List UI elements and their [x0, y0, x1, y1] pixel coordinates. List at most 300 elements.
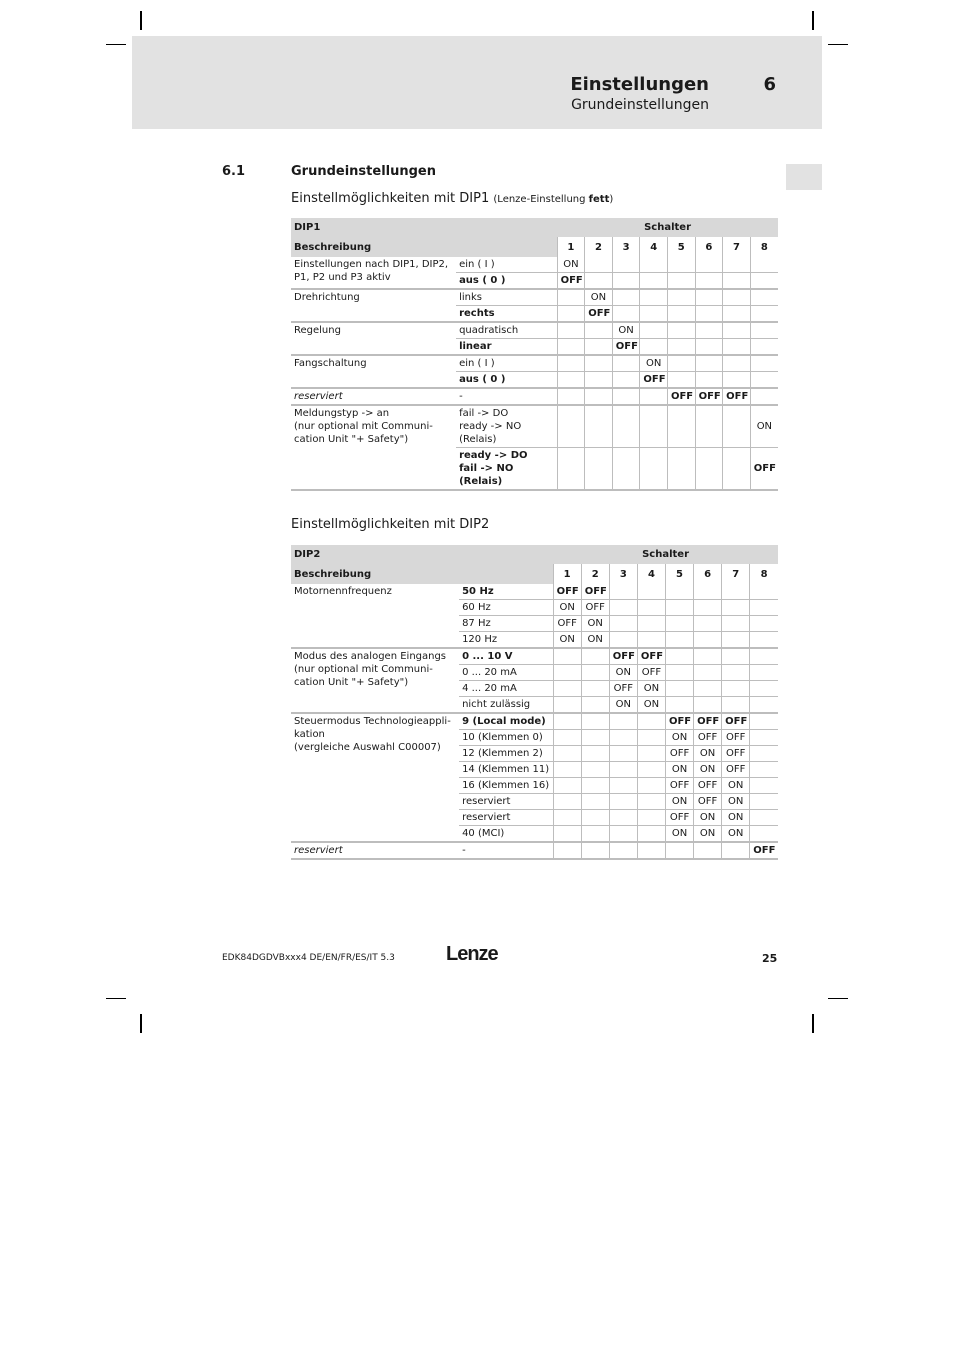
switch-state [553, 826, 581, 843]
switch-state: OFF [667, 388, 695, 405]
switch-state [694, 665, 722, 681]
setting-description: reserviert [291, 388, 456, 405]
switch-state [609, 810, 637, 826]
setting-description: Steuermodus Technologieappli- kation (vergleiche Auswahl C00007) [291, 713, 459, 842]
switch-state [585, 322, 613, 339]
switch-state: ON [722, 794, 750, 810]
table-row [291, 289, 778, 306]
crop-mark [140, 1014, 142, 1033]
switch-state [609, 600, 637, 616]
switch-state [553, 794, 581, 810]
setting-option: 50 Hz [459, 584, 553, 600]
switch-state [585, 372, 613, 389]
switch-state [665, 616, 693, 632]
setting-description: Motornennfrequenz [291, 584, 459, 648]
switch-state [750, 794, 778, 810]
switch-state: ON [612, 322, 640, 339]
switch-state [612, 306, 640, 323]
switch-state [750, 289, 778, 306]
setting-option: reserviert [459, 794, 553, 810]
switch-state [553, 762, 581, 778]
switch-state: OFF [750, 448, 778, 491]
setting-option: links [456, 289, 557, 306]
switch-state: ON [722, 826, 750, 843]
page-header [132, 36, 822, 129]
switch-state [750, 648, 778, 665]
switch-state [750, 778, 778, 794]
switch-state [637, 730, 665, 746]
dip1-caption [291, 191, 613, 206]
dip1-caption-note: (Lenze-Einstellung [493, 194, 589, 205]
switch-state: OFF [694, 713, 722, 730]
switch-state [667, 257, 695, 273]
switch-state [553, 713, 581, 730]
setting-option: 0 ... 10 V [459, 648, 553, 665]
setting-option: - [456, 388, 557, 405]
setting-option: 60 Hz [459, 600, 553, 616]
switch-state [667, 405, 695, 448]
setting-description: Einstellungen nach DIP1, DIP2, P1, P2 und P3 aktiv [291, 257, 456, 289]
beschreibung-label: Beschreibung [291, 237, 557, 257]
switch-state [694, 681, 722, 697]
switch-number: 5 [667, 237, 695, 257]
switch-state [750, 372, 778, 389]
switch-state: OFF [553, 616, 581, 632]
switch-state [637, 826, 665, 843]
schalter-label: Schalter [557, 218, 778, 237]
switch-number: 7 [722, 564, 750, 584]
switch-state [612, 273, 640, 290]
switch-state [723, 405, 751, 448]
switch-state [609, 730, 637, 746]
switch-state [557, 388, 585, 405]
switch-state [750, 388, 778, 405]
switch-state: ON [553, 632, 581, 649]
schalter-label: Schalter [553, 545, 778, 564]
switch-state [557, 339, 585, 356]
switch-state [750, 681, 778, 697]
crop-mark [106, 998, 126, 999]
switch-state [553, 842, 581, 859]
setting-option: fail -> DO ready -> NO (Relais) [456, 405, 557, 448]
table-header-row [291, 545, 778, 564]
switch-state: OFF [640, 372, 668, 389]
switch-state [723, 273, 751, 290]
switch-state [640, 388, 668, 405]
switch-state [637, 778, 665, 794]
switch-state [581, 681, 609, 697]
switch-state: OFF [557, 273, 585, 290]
setting-option: 9 (Local mode) [459, 713, 553, 730]
switch-state: OFF [665, 746, 693, 762]
switch-state: ON [665, 762, 693, 778]
setting-option: ein ( I ) [456, 355, 557, 372]
table-row [291, 355, 778, 372]
switch-state [723, 355, 751, 372]
switch-state [553, 778, 581, 794]
switch-state [723, 339, 751, 356]
switch-state [609, 584, 637, 600]
switch-state: OFF [722, 762, 750, 778]
switch-state [637, 632, 665, 649]
switch-state: OFF [637, 648, 665, 665]
switch-state [612, 388, 640, 405]
switch-state [750, 665, 778, 681]
switch-state [609, 632, 637, 649]
switch-state [723, 322, 751, 339]
switch-state [665, 842, 693, 859]
switch-state [612, 372, 640, 389]
setting-option: 4 ... 20 mA [459, 681, 553, 697]
dip1-table [291, 218, 778, 491]
switch-state [553, 810, 581, 826]
switch-state [553, 730, 581, 746]
switch-state [750, 322, 778, 339]
switch-state [750, 306, 778, 323]
switch-state: OFF [637, 665, 665, 681]
switch-state [557, 405, 585, 448]
crop-mark [812, 11, 814, 30]
table-row [291, 388, 778, 405]
switch-state [695, 372, 723, 389]
switch-state [667, 339, 695, 356]
switch-state: OFF [553, 584, 581, 600]
setting-option: 16 (Klemmen 16) [459, 778, 553, 794]
switch-state: OFF [694, 730, 722, 746]
switch-state [553, 681, 581, 697]
setting-description: Fangschaltung [291, 355, 456, 388]
switch-state [665, 665, 693, 681]
beschreibung-label: Beschreibung [291, 564, 553, 584]
document-code: EDK84DGDVBxxx4 DE/EN/FR/ES/IT 5.3 [222, 953, 395, 963]
switch-state [640, 257, 668, 273]
switch-state [750, 257, 778, 273]
switch-state [695, 257, 723, 273]
switch-state [612, 257, 640, 273]
switch-state: ON [665, 794, 693, 810]
switch-number: 4 [640, 237, 668, 257]
switch-state [750, 584, 778, 600]
switch-state [637, 810, 665, 826]
dip2-table [291, 545, 778, 860]
chapter-number: 6 [763, 74, 776, 95]
switch-state [723, 257, 751, 273]
switch-state: OFF [694, 794, 722, 810]
chapter-subtitle: Grundeinstellungen [571, 97, 709, 113]
switch-state [581, 713, 609, 730]
table-header-row [291, 237, 778, 257]
switch-state [581, 810, 609, 826]
switch-state [665, 697, 693, 714]
switch-state: ON [750, 405, 778, 448]
crop-mark [828, 44, 848, 45]
switch-state [722, 665, 750, 681]
switch-number: 8 [750, 237, 778, 257]
switch-state [609, 762, 637, 778]
switch-state [637, 713, 665, 730]
switch-state [640, 322, 668, 339]
setting-option: quadratisch [456, 322, 557, 339]
switch-state [667, 289, 695, 306]
switch-state [722, 632, 750, 649]
switch-state: ON [694, 826, 722, 843]
switch-state [750, 713, 778, 730]
dip2-caption: Einstellmöglichkeiten mit DIP2 [291, 517, 490, 532]
table-row [291, 584, 778, 600]
switch-state [557, 306, 585, 323]
switch-state [750, 730, 778, 746]
crop-mark [140, 11, 142, 30]
switch-state [665, 584, 693, 600]
switch-number: 4 [637, 564, 665, 584]
switch-state [557, 448, 585, 491]
chapter-title: Einstellungen [570, 74, 709, 95]
switch-number: 5 [665, 564, 693, 584]
switch-state [723, 372, 751, 389]
setting-option: reserviert [459, 810, 553, 826]
switch-state: ON [609, 697, 637, 714]
switch-state: ON [553, 600, 581, 616]
switch-state: ON [609, 665, 637, 681]
switch-state [640, 405, 668, 448]
table-row [291, 257, 778, 273]
switch-state: OFF [581, 600, 609, 616]
switch-state [695, 355, 723, 372]
table-row [291, 842, 778, 859]
switch-number: 7 [723, 237, 751, 257]
switch-state [640, 306, 668, 323]
switch-state [585, 257, 613, 273]
setting-option: - [459, 842, 553, 859]
dip1-caption-bold: fett [588, 194, 610, 205]
switch-state [695, 273, 723, 290]
switch-state: OFF [722, 730, 750, 746]
switch-state [612, 448, 640, 491]
table-row [291, 405, 778, 448]
switch-state [581, 697, 609, 714]
dip-label: DIP1 [291, 218, 557, 237]
table-header-row [291, 564, 778, 584]
switch-state [722, 681, 750, 697]
switch-state [609, 826, 637, 843]
switch-state: ON [637, 681, 665, 697]
switch-state: ON [581, 616, 609, 632]
switch-state [581, 762, 609, 778]
switch-state [694, 697, 722, 714]
switch-state [581, 665, 609, 681]
switch-number: 2 [585, 237, 613, 257]
switch-state [694, 648, 722, 665]
switch-state [609, 778, 637, 794]
switch-state [557, 355, 585, 372]
switch-state: OFF [750, 842, 778, 859]
switch-state [667, 322, 695, 339]
switch-state: OFF [695, 388, 723, 405]
switch-number: 1 [557, 237, 585, 257]
switch-state [585, 339, 613, 356]
setting-description: Meldungstyp -> an (nur optional mit Communi- cation Unit "+ Safety") [291, 405, 456, 490]
switch-state [637, 584, 665, 600]
switch-state [667, 372, 695, 389]
switch-state [750, 697, 778, 714]
switch-state: OFF [665, 810, 693, 826]
setting-option: aus ( 0 ) [456, 372, 557, 389]
switch-state [667, 448, 695, 491]
switch-state [722, 600, 750, 616]
setting-description: Drehrichtung [291, 289, 456, 322]
switch-number: 2 [581, 564, 609, 584]
dip1-caption-close: ) [609, 194, 614, 205]
switch-state [581, 778, 609, 794]
switch-state [585, 388, 613, 405]
switch-number: 8 [750, 564, 778, 584]
switch-state [665, 632, 693, 649]
setting-description: Modus des analogen Eingangs (nur optional mit Communi- cation Unit "+ Safety") [291, 648, 459, 713]
table-row [291, 648, 778, 665]
switch-number: 6 [694, 564, 722, 584]
crop-mark [828, 998, 848, 999]
switch-state [640, 289, 668, 306]
switch-state [585, 273, 613, 290]
switch-number: 3 [609, 564, 637, 584]
switch-state [581, 746, 609, 762]
switch-state [722, 842, 750, 859]
switch-state [609, 842, 637, 859]
switch-state [665, 681, 693, 697]
setting-option: 87 Hz [459, 616, 553, 632]
switch-state [581, 794, 609, 810]
switch-state [750, 273, 778, 290]
switch-state [609, 794, 637, 810]
side-tab [786, 164, 822, 190]
switch-state: ON [694, 762, 722, 778]
switch-state [637, 762, 665, 778]
switch-state: OFF [609, 681, 637, 697]
switch-state [695, 448, 723, 491]
switch-state: ON [581, 632, 609, 649]
table-row [291, 322, 778, 339]
page-number: 25 [762, 952, 778, 965]
switch-state: ON [694, 810, 722, 826]
switch-state [557, 372, 585, 389]
switch-state [557, 322, 585, 339]
setting-description: reserviert [291, 842, 459, 859]
switch-state [694, 600, 722, 616]
switch-state [722, 584, 750, 600]
setting-description: Regelung [291, 322, 456, 355]
switch-state: OFF [609, 648, 637, 665]
dip-label: DIP2 [291, 545, 553, 564]
switch-state [695, 306, 723, 323]
switch-state [640, 448, 668, 491]
switch-state [553, 648, 581, 665]
switch-state: OFF [694, 778, 722, 794]
switch-state: OFF [665, 713, 693, 730]
crop-mark [106, 44, 126, 45]
switch-state [665, 648, 693, 665]
switch-state [750, 339, 778, 356]
section-number: 6.1 [222, 164, 246, 179]
switch-state [612, 289, 640, 306]
switch-state [750, 762, 778, 778]
switch-state [722, 616, 750, 632]
switch-state [581, 648, 609, 665]
switch-state [553, 746, 581, 762]
setting-option: 12 (Klemmen 2) [459, 746, 553, 762]
switch-state [667, 273, 695, 290]
switch-state: ON [585, 289, 613, 306]
switch-state [609, 713, 637, 730]
switch-state [585, 355, 613, 372]
switch-state [750, 810, 778, 826]
switch-number: 3 [612, 237, 640, 257]
switch-state: OFF [722, 746, 750, 762]
switch-state [722, 697, 750, 714]
switch-state: ON [722, 778, 750, 794]
table-header-row [291, 218, 778, 237]
switch-state [694, 632, 722, 649]
switch-state [695, 322, 723, 339]
switch-state [750, 600, 778, 616]
switch-state: ON [637, 697, 665, 714]
switch-state [750, 632, 778, 649]
section-title: Grundeinstellungen [291, 164, 436, 179]
switch-state [640, 339, 668, 356]
switch-state: ON [722, 810, 750, 826]
switch-state [581, 842, 609, 859]
switch-state [723, 306, 751, 323]
switch-state [637, 842, 665, 859]
switch-state [667, 306, 695, 323]
switch-state [750, 355, 778, 372]
switch-state [723, 448, 751, 491]
switch-state [637, 616, 665, 632]
table-row [291, 713, 778, 730]
switch-state: ON [557, 257, 585, 273]
setting-option: 40 (MCI) [459, 826, 553, 843]
switch-state: OFF [585, 306, 613, 323]
switch-state [750, 826, 778, 843]
switch-state [640, 273, 668, 290]
switch-state [581, 730, 609, 746]
switch-state [612, 355, 640, 372]
setting-option: 10 (Klemmen 0) [459, 730, 553, 746]
switch-state [637, 794, 665, 810]
switch-state [665, 600, 693, 616]
setting-option: rechts [456, 306, 557, 323]
switch-state [581, 826, 609, 843]
switch-state [694, 842, 722, 859]
crop-mark [812, 1014, 814, 1033]
switch-state: ON [665, 730, 693, 746]
switch-state [695, 289, 723, 306]
setting-option: ready -> DO fail -> NO (Relais) [456, 448, 557, 491]
switch-state: ON [640, 355, 668, 372]
switch-state [609, 746, 637, 762]
switch-state: OFF [665, 778, 693, 794]
setting-option: aus ( 0 ) [456, 273, 557, 290]
switch-state: OFF [723, 388, 751, 405]
switch-state: OFF [612, 339, 640, 356]
switch-state: ON [694, 746, 722, 762]
switch-state [637, 600, 665, 616]
switch-state [612, 405, 640, 448]
setting-option: 0 ... 20 mA [459, 665, 553, 681]
switch-state [553, 697, 581, 714]
switch-state [585, 405, 613, 448]
switch-state [750, 746, 778, 762]
setting-option: nicht zulässig [459, 697, 553, 714]
